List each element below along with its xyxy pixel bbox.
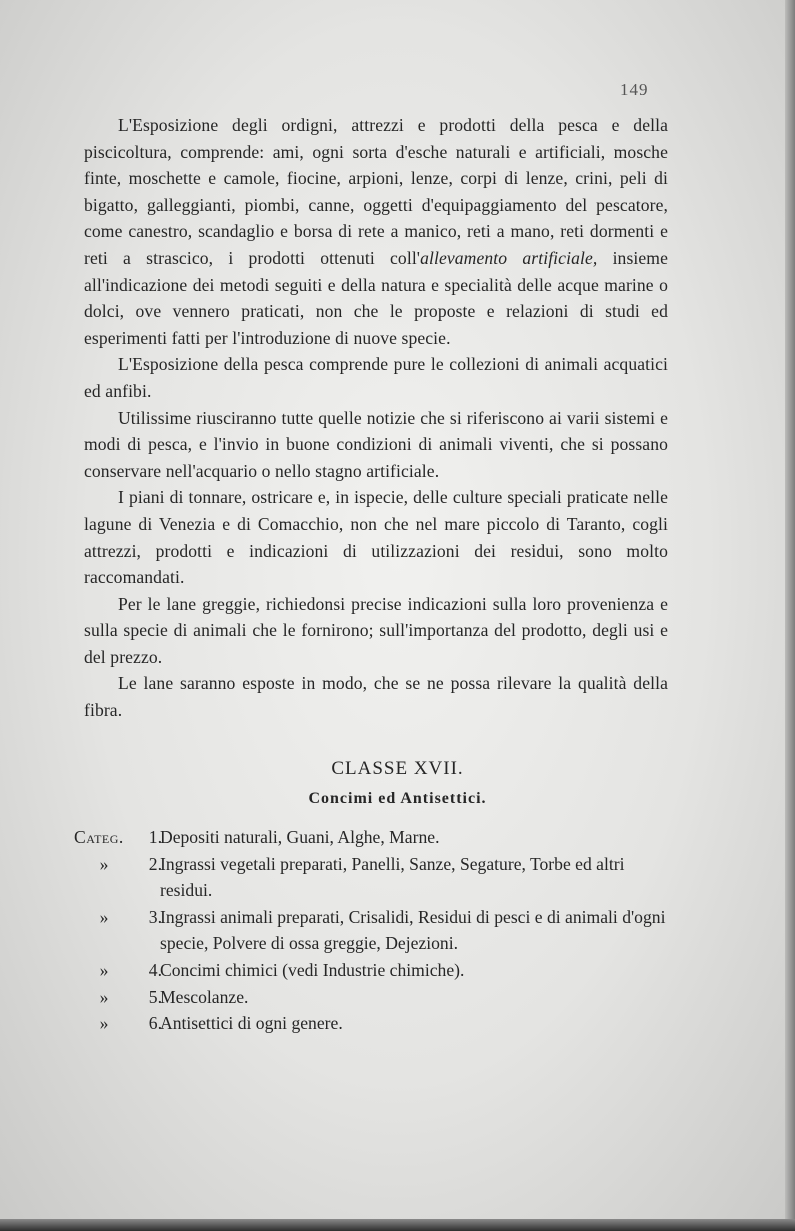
classe-subtitle: Concimi ed Antisettici. [308, 790, 487, 807]
category-number: 6. [148, 1013, 162, 1034]
paragraph-4: I piani di tonnare, ostricare e, in ispecie, delle culture speciali praticate nelle lagune di Venezia e di Comacchio, non che nel mare piccolo di Taranto, cogli attrezzi, prodotti e indicazioni di utilizzazioni dei residui, sono molto raccomandati. [84, 487, 668, 588]
category-number: 4. [148, 959, 162, 980]
category-item [74, 1010, 674, 1037]
category-mark: » [99, 959, 109, 980]
category-number: 2. [148, 853, 162, 874]
category-text: Depositi naturali, Guani, Alghe, Marne. [160, 827, 440, 847]
page-bottom-edge [0, 1219, 795, 1231]
category-list [74, 824, 674, 1037]
category-number: 3. [148, 906, 162, 927]
category-text: Mescolanze. [160, 986, 249, 1007]
paragraph-1 [84, 112, 668, 351]
category-text: Ingrassi animali preparati, Crisalidi, Residui di pesci e di animali d'ogni specie, Polvere di ossa greggie, Dejezioni. [160, 906, 666, 954]
category-number: 5. [148, 986, 162, 1007]
paragraph-1-text-before: L'Esposizione degli ordigni, attrezzi e prodotti della pesca e della piscicoltura, comprende: ami, ogni sorta d'esche naturali e artificiali, mosche finte, moschette e camole, fiocine, arpioni, lenze, corpi di lenze, crini, peli di bigatto, galleggianti, piombi, canne, oggetti d'equipaggiamento del pescatore, come canestro, scandaglio e borsa di rete a manico, reti a mano, reti dormenti e reti a strascico, i prodotti ottenuti coll' [84, 115, 668, 268]
body-text [84, 112, 668, 724]
category-mark: » [99, 986, 109, 1007]
category-text: Ingrassi vegetali preparati, Panelli, Sanze, Segature, Torbe ed altri residui. [160, 853, 625, 901]
paragraph-1-italic: allevamento artificiale, [420, 247, 598, 268]
paragraph-2: L'Esposizione della pesca comprende pure le collezioni di animali acquatici ed anfibi. [84, 354, 668, 401]
paragraph-3: Utilissime riusciranno tutte quelle notizie che si riferiscono ai varii sistemi e modi di pesca, e l'invio in buone condizioni di animali viventi, che si possano conservare nell'acquario o nello stagno artificiale. [84, 407, 668, 481]
category-mark: Categ. [74, 827, 124, 847]
page-edge-shadow [785, 0, 795, 1231]
paragraph-5: Per le lane greggie, richiedonsi precise indicazioni sulla loro provenienza e sulla specie di animali che le fornirono; sull'importanza del prodotto, degli usi e del prezzo. [84, 593, 668, 667]
category-text: Antisettici di ogni genere. [160, 1013, 343, 1034]
category-mark: » [99, 1013, 109, 1034]
category-text: Concimi chimici (vedi Industrie chimiche). [160, 959, 465, 980]
category-item [74, 957, 674, 984]
category-item [74, 851, 674, 904]
page-number: 149 [620, 80, 649, 99]
category-item [74, 984, 674, 1011]
classe-title: CLASSE XVII. [331, 758, 464, 779]
category-number: 1. [148, 827, 162, 847]
category-item [74, 824, 674, 851]
category-mark: » [99, 853, 109, 874]
category-mark: » [99, 906, 109, 927]
paragraph-1-text-after: insieme all'indicazione dei metodi seguiti e della natura e specialità delle acque marine o dolci, ove vennero praticati, non che le proposte e relazioni di studi ed esperimenti fatti per l'introduzione di nuove specie. [84, 247, 668, 348]
category-item [74, 904, 674, 957]
paragraph-6: Le lane saranno esposte in modo, che se ne possa rilevare la qualità della fibra. [84, 673, 668, 721]
